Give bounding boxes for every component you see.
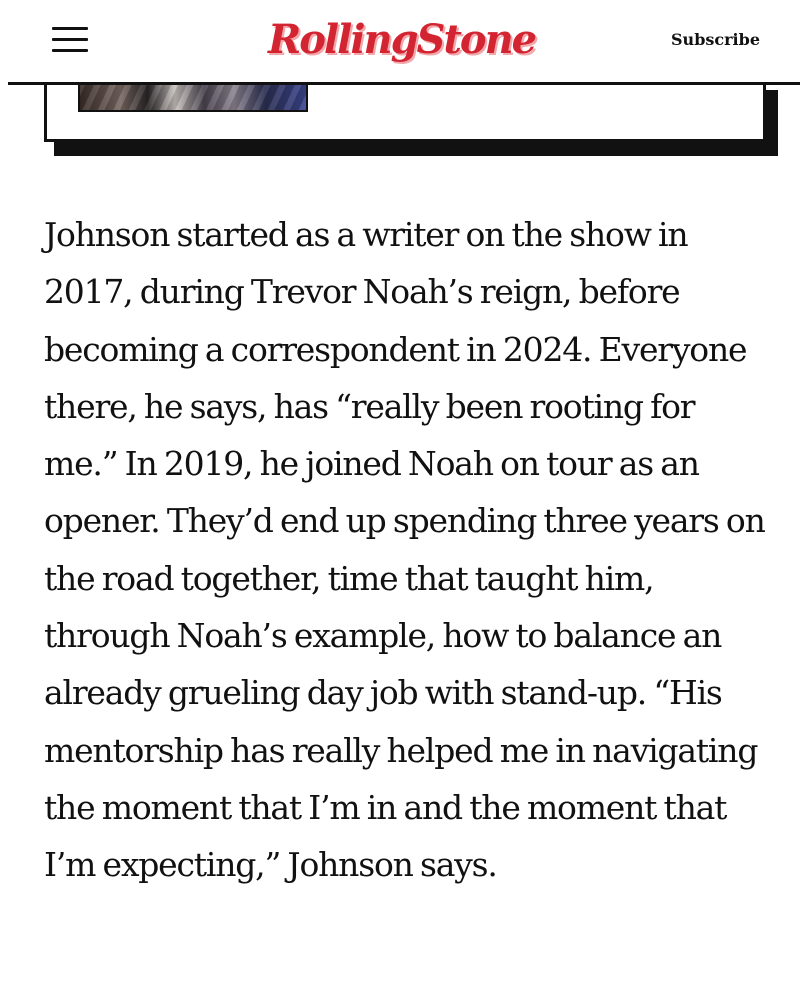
- menu-bar: [52, 38, 88, 41]
- menu-bar: [52, 49, 88, 52]
- header-divider: [8, 82, 800, 85]
- site-header: [0, 0, 800, 84]
- hamburger-menu-icon[interactable]: [50, 26, 90, 54]
- rolling-stone-logo[interactable]: RollingStone: [268, 16, 536, 63]
- article-paragraph: Johnson started as a writer on the show in 2017, during Trevor Noah’s reign, before becoming a correspondent in 2024. Everyone there, he says, has “really been rooting for me.” In 2019, he joined Noah on tour as an opener. They’d end up spending three years on the road together, time that taught him, through Noah’s example, how to balance an already grueling day job with stand-up. “His mentorship has really helped me in navigating the moment that I’m in and the moment that I’m expecting,” Johnson says.: [44, 215, 765, 885]
- menu-bar: [52, 27, 88, 30]
- subscribe-link[interactable]: Subscribe: [671, 30, 760, 49]
